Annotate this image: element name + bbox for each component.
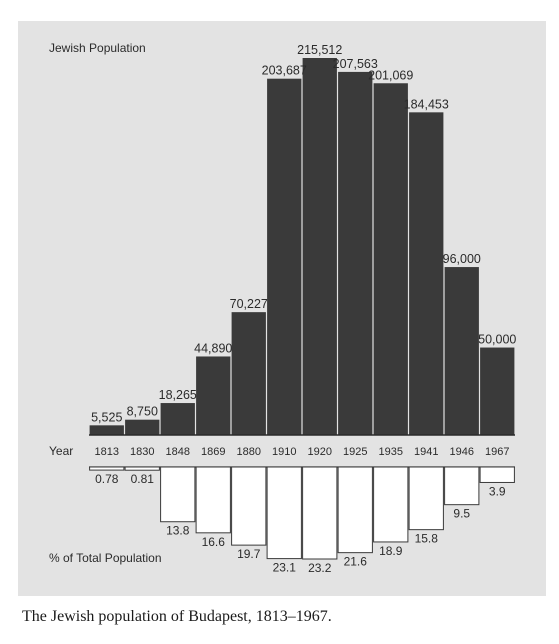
year-tick-1848: 1848 — [165, 446, 190, 458]
chart-title: Jewish Population — [49, 41, 146, 55]
population-bar-1946 — [445, 267, 479, 435]
population-bar-1880 — [232, 312, 266, 435]
population-bar-1910 — [267, 79, 301, 435]
population-value-1813: 5,525 — [91, 410, 123, 425]
figure-panel — [18, 21, 546, 596]
population-value-1880: 70,227 — [229, 297, 268, 312]
percent-bar-1941 — [409, 467, 443, 530]
population-value-1967: 50,000 — [478, 332, 517, 347]
percent-bar-1920 — [303, 467, 337, 559]
year-tick-labels — [95, 446, 510, 458]
population-bar-1830 — [125, 420, 159, 435]
percent-bar-1848 — [161, 467, 195, 522]
population-bar-1848 — [161, 403, 195, 435]
year-tick-1869: 1869 — [201, 446, 226, 458]
percent-value-1848: 13.8 — [166, 523, 190, 538]
percent-value-1925: 21.6 — [343, 554, 367, 569]
year-tick-1941: 1941 — [414, 446, 439, 458]
chart — [18, 21, 546, 596]
figure-caption: The Jewish population of Budapest, 1813–1967. — [22, 608, 332, 625]
population-bar-1813 — [90, 425, 124, 435]
percent-value-1935: 18.9 — [379, 543, 403, 558]
year-tick-1935: 1935 — [378, 446, 403, 458]
year-tick-1925: 1925 — [343, 446, 368, 458]
population-bar-1925 — [338, 72, 372, 435]
population-value-1869: 44,890 — [194, 341, 233, 356]
percent-value-1910: 23.1 — [272, 560, 296, 575]
population-bar-1967 — [480, 348, 514, 435]
year-tick-1830: 1830 — [130, 446, 155, 458]
population-bar-1920 — [303, 58, 337, 435]
population-bars — [90, 58, 515, 435]
percent-bar-1925 — [338, 467, 372, 553]
year-tick-1946: 1946 — [449, 446, 474, 458]
percent-bar-1910 — [267, 467, 301, 559]
percent-value-1967: 3.9 — [488, 484, 506, 499]
percent-value-1941: 15.8 — [414, 531, 438, 546]
year-tick-1880: 1880 — [236, 446, 261, 458]
population-value-1941: 184,453 — [403, 97, 449, 112]
population-value-1830: 8,750 — [126, 404, 158, 419]
population-value-1910: 203,687 — [261, 63, 307, 78]
population-value-1920: 215,512 — [297, 43, 343, 57]
percent-bar-1935 — [374, 467, 408, 542]
population-bar-1869 — [196, 356, 230, 435]
year-tick-1910: 1910 — [272, 446, 297, 458]
population-bar-1935 — [374, 83, 408, 435]
percent-bar-1967 — [480, 467, 514, 482]
population-bar-1941 — [409, 112, 443, 435]
percent-value-1880: 19.7 — [237, 547, 261, 562]
percent-bar-1869 — [196, 467, 230, 533]
percent-value-1830: 0.81 — [130, 472, 154, 487]
percent-axis-label: % of Total Population — [49, 551, 162, 565]
percent-bar-1946 — [445, 467, 479, 505]
population-value-1848: 18,265 — [158, 388, 197, 403]
population-value-1946: 96,000 — [442, 252, 481, 267]
year-tick-1920: 1920 — [307, 446, 332, 458]
percent-value-1869: 16.6 — [201, 534, 225, 549]
year-tick-1967: 1967 — [485, 446, 510, 458]
percent-bar-1813 — [90, 467, 124, 470]
percent-bar-1830 — [125, 467, 159, 470]
percent-bar-1880 — [232, 467, 266, 545]
year-tick-1813: 1813 — [94, 446, 119, 458]
x-axis-label: Year — [49, 444, 74, 458]
population-value-1925: 207,563 — [332, 56, 378, 71]
percent-value-1920: 23.2 — [308, 561, 332, 575]
percent-value-1813: 0.78 — [95, 472, 119, 487]
percent-value-1946: 9.5 — [453, 506, 471, 521]
population-value-1935: 201,069 — [368, 68, 414, 83]
